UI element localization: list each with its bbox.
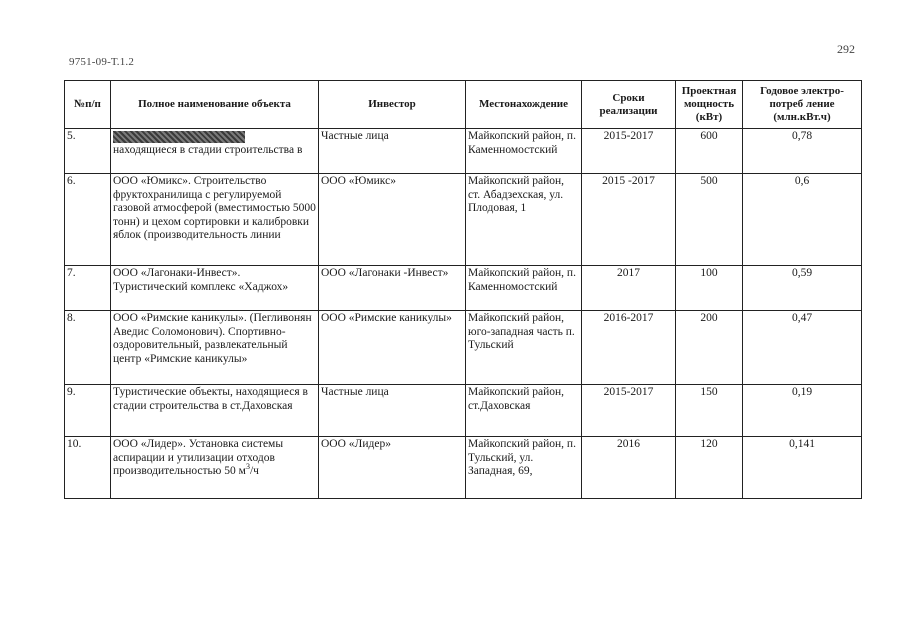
superscript-three: 3 <box>245 462 250 472</box>
cell-consumption: 0,78 <box>743 129 862 174</box>
cell-power: 100 <box>676 266 743 311</box>
cell-number: 10. <box>65 437 111 499</box>
cell-investor: ООО «Лидер» <box>319 437 466 499</box>
cell-term: 2017 <box>582 266 676 311</box>
cell-location: Майкопский район, ст. Абадзехская, ул. Плодовая, 1 <box>466 174 582 266</box>
cell-investor: ООО «Лагонаки -Инвест» <box>319 266 466 311</box>
cell-number: 8. <box>65 311 111 385</box>
table-row <box>65 311 862 385</box>
cell-investor: Частные лица <box>319 385 466 437</box>
cell-term: 2015 -2017 <box>582 174 676 266</box>
object-name-text: находящиеся в стадии строительства в <box>113 143 303 156</box>
object-name-text: ООО «Лидер». Установка системы аспирации и утилизации отходов производительностью 50 м <box>113 438 284 477</box>
cell-number: 9. <box>65 385 111 437</box>
cell-power: 150 <box>676 385 743 437</box>
cell-investor: Частные лица <box>319 129 466 174</box>
cell-object-name: ООО «Юмикс». Строительство фруктохранилища с регулируемой газовой атмосферой (вместимостью 5000 тонн) и цехом сортировки и калибровки яблок (производительность линии <box>111 174 319 266</box>
header-investor: Инвестор <box>319 81 466 129</box>
cell-number: 5. <box>65 129 111 174</box>
table-row <box>65 437 862 499</box>
cell-consumption: 0,19 <box>743 385 862 437</box>
header-consumption: Годовое электро-потреб ление (млн.кВт.ч) <box>743 81 862 129</box>
cell-location: Майкопский район, юго-западная часть п. Тульский <box>466 311 582 385</box>
cell-number: 7. <box>65 266 111 311</box>
table-row <box>65 385 862 437</box>
table-row <box>65 129 862 174</box>
cell-consumption: 0,47 <box>743 311 862 385</box>
cell-term: 2015-2017 <box>582 129 676 174</box>
table-header-row <box>65 81 862 129</box>
cell-term: 2016-2017 <box>582 311 676 385</box>
objects-table <box>64 80 862 499</box>
document-code: 9751-09-Т.1.2 <box>69 56 135 68</box>
cell-number: 6. <box>65 174 111 266</box>
cell-term: 2015-2017 <box>582 385 676 437</box>
cell-object-name: ООО «Лагонаки-Инвест». Туристический комплекс «Хаджох» <box>111 266 319 311</box>
cell-object-name: Туристические объекты, находящиеся в стадии строительства в ст.Даховская <box>111 385 319 437</box>
object-name-unit-tail: /ч <box>249 465 259 477</box>
cell-power: 120 <box>676 437 743 499</box>
cell-object-name <box>111 129 319 174</box>
header-term: Сроки реализации <box>582 81 676 129</box>
cell-consumption: 0,59 <box>743 266 862 311</box>
table-row <box>65 174 862 266</box>
cell-consumption: 0,6 <box>743 174 862 266</box>
cell-power: 500 <box>676 174 743 266</box>
header-power: Проектная мощность (кВт) <box>676 81 743 129</box>
page-number: 292 <box>837 42 855 56</box>
cell-location: Майкопский район, п. Тульский, ул. Западная, 69, <box>466 437 582 499</box>
cell-object-name <box>111 437 319 499</box>
cell-investor: ООО «Юмикс» <box>319 174 466 266</box>
header-number: №п/п <box>65 81 111 129</box>
cell-power: 200 <box>676 311 743 385</box>
cell-term: 2016 <box>582 437 676 499</box>
cell-investor: ООО «Римские каникулы» <box>319 311 466 385</box>
cell-location: Майкопский район, п. Каменномостский <box>466 266 582 311</box>
cell-consumption: 0,141 <box>743 437 862 499</box>
cell-object-name: ООО «Римские каникулы». (Пегливонян Аведис Соломонович). Спортивно-оздоровительный, развлекательный центр «Римские каникулы» <box>111 311 319 385</box>
header-location: Местонахождение <box>466 81 582 129</box>
table-row <box>65 266 862 311</box>
redacted-block <box>113 131 245 143</box>
cell-power: 600 <box>676 129 743 174</box>
cell-location: Майкопский район, ст.Даховская <box>466 385 582 437</box>
cell-location: Майкопский район, п. Каменномостский <box>466 129 582 174</box>
header-object-name: Полное наименование объекта <box>111 81 319 129</box>
